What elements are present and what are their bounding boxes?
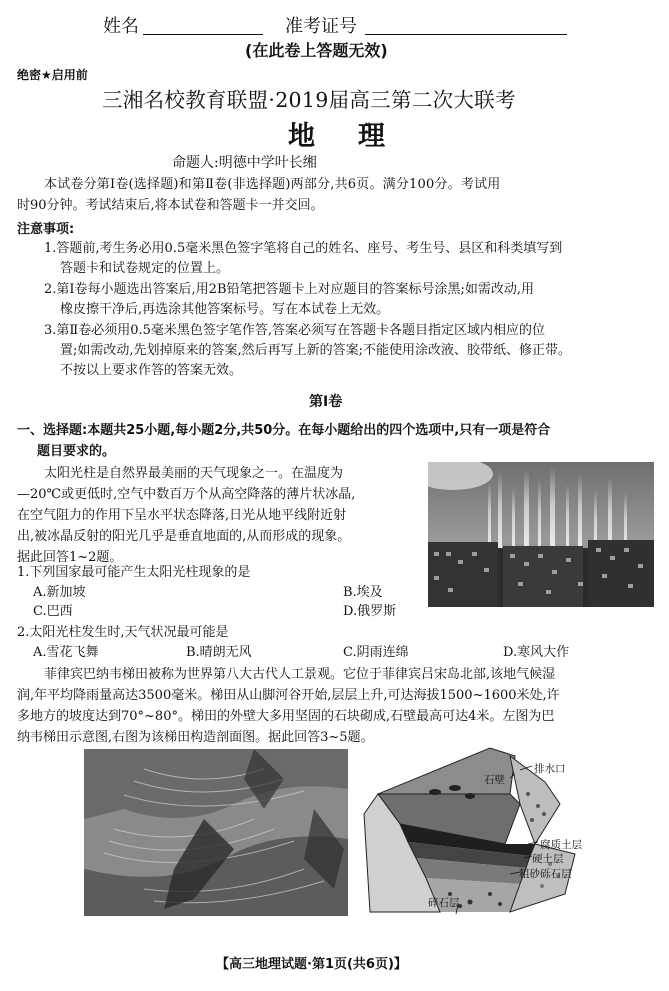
section-1-line-1: 一、选择题:本题共25小题,每小题2分,共50分。在每小题给出的四个选项中,只有一项是符合 — [17, 423, 551, 438]
intro-line-2: 时90分钟。考试结束后,将本试卷和答题卡一并交回。 — [17, 198, 324, 213]
passage-2-line-2: 润,年平均降雨量高达3500毫米。梯田从山脚河谷开始,层层上升,可达海拔1500~1600米处,许 — [17, 688, 560, 703]
passage-2-line-4: 纳韦梯田示意图,右图为该梯田构造剖面图。据此回答3~5题。 — [17, 730, 374, 745]
page-footer: 【高三地理试题·第1页(共6页)】 — [216, 957, 407, 972]
name-field[interactable] — [143, 18, 263, 35]
notice-2-line-2: 橡皮擦干净后,再选涂其他答案标号。写在本试卷上无效。 — [60, 302, 390, 317]
passage-1-line-1: 太阳光柱是自然界最美丽的天气现象之一。在温度为 — [44, 466, 344, 481]
name-label: 姓名 — [103, 16, 139, 37]
question-2-option-c[interactable]: C.阴雨连绵 — [343, 645, 409, 660]
id-field[interactable] — [365, 18, 567, 35]
label-hard-soil-layer: 硬土层 — [532, 853, 564, 865]
passage-1-line-4: 出,被冰晶反射的阳光几乎是垂直地面的,从而形成的现象。 — [17, 529, 351, 544]
terrace-photo — [84, 749, 348, 916]
notice-3-line-2: 置;如需改动,先划掉原来的答案,然后再写上新的答案;不能使用涂改液、胶带纸、修正带。 — [60, 343, 572, 358]
question-1-stem: 1.下列国家最可能产生太阳光柱现象的是 — [17, 565, 251, 580]
question-1-option-b[interactable]: B.埃及 — [343, 585, 383, 600]
author-line: 命题人:明德中学叶长缃 — [172, 155, 317, 171]
notice-1-line-1: 1.答题前,考生务必用0.5毫米黑色签字笔将自己的姓名、座号、考生号、县区和科类填写到 — [44, 241, 563, 256]
notice-1-line-2: 答题卡和试卷规定的位置上。 — [60, 261, 230, 276]
header-note: (在此卷上答题无效) — [245, 41, 388, 60]
passage-1-line-2: —20℃或更低时,空气中数百万个从高空降落的薄片状冰晶, — [17, 487, 356, 502]
passage-1-line-3: 在空气阻力的作用下呈水平状态降落,日光从地平线附近射 — [17, 508, 347, 523]
label-gravel-layer: 粗砂砾石层 — [519, 868, 572, 880]
notice-3-line-1: 3.第Ⅱ卷必须用0.5毫米黑色签字笔作答,答案必须写在答题卡各题目指定区域内相应的位 — [44, 323, 546, 338]
passage-2-line-3: 多地方的坡度达到70°~80°。梯田的外壁大多用坚固的石块砌成,石壁最高可达4米。左图为巴 — [17, 709, 555, 724]
notice-title: 注意事项: — [17, 222, 75, 237]
label-humus-layer: 腐质土层 — [540, 839, 582, 851]
intro-line-1: 本试卷分第Ⅰ卷(选择题)和第Ⅱ卷(非选择题)两部分,共6页。满分100分。考试用 — [44, 177, 501, 192]
section-1-line-2: 题目要求的。 — [37, 444, 116, 459]
label-stone-wall: 石壁 — [484, 774, 505, 786]
id-label: 准考证号 — [285, 16, 357, 37]
sun-pillar-photo — [428, 462, 654, 607]
question-2-option-b[interactable]: B.晴朗无风 — [186, 645, 252, 660]
part-title: 第Ⅰ卷 — [309, 394, 343, 410]
exam-title: 三湘名校教育联盟·2019届高三第二次大联考 — [102, 88, 516, 112]
passage-1-line-5: 据此回答1~2题。 — [17, 550, 123, 565]
question-2-option-a[interactable]: A.雪花飞舞 — [33, 645, 99, 660]
notice-3-line-3: 不按以上要求作答的答案无效。 — [60, 363, 243, 378]
question-1-option-c[interactable]: C.巴西 — [33, 604, 73, 619]
subject-title: 地 理 — [288, 121, 393, 152]
question-2-option-d[interactable]: D.寒风大作 — [503, 645, 570, 660]
label-drain-outlet: 排水口 — [534, 763, 566, 775]
notice-2-line-1: 2.第Ⅰ卷每小题选出答案后,用2B铅笔把答题卡上对应题目的答案标号涂黑;如需改动,用 — [44, 282, 535, 297]
question-2-stem: 2.太阳光柱发生时,天气状况最可能是 — [17, 625, 229, 640]
question-1-option-d[interactable]: D.俄罗斯 — [343, 604, 397, 619]
passage-2-line-1: 菲律宾巴纳韦梯田被称为世界第八大古代人工景观。它位于菲律宾吕宋岛北部,该地气候湿 — [44, 667, 556, 682]
secret-mark: 绝密★启用前 — [17, 68, 88, 82]
question-1-option-a[interactable]: A.新加坡 — [33, 585, 86, 600]
label-rubble-layer: 碎石层 — [428, 897, 460, 909]
